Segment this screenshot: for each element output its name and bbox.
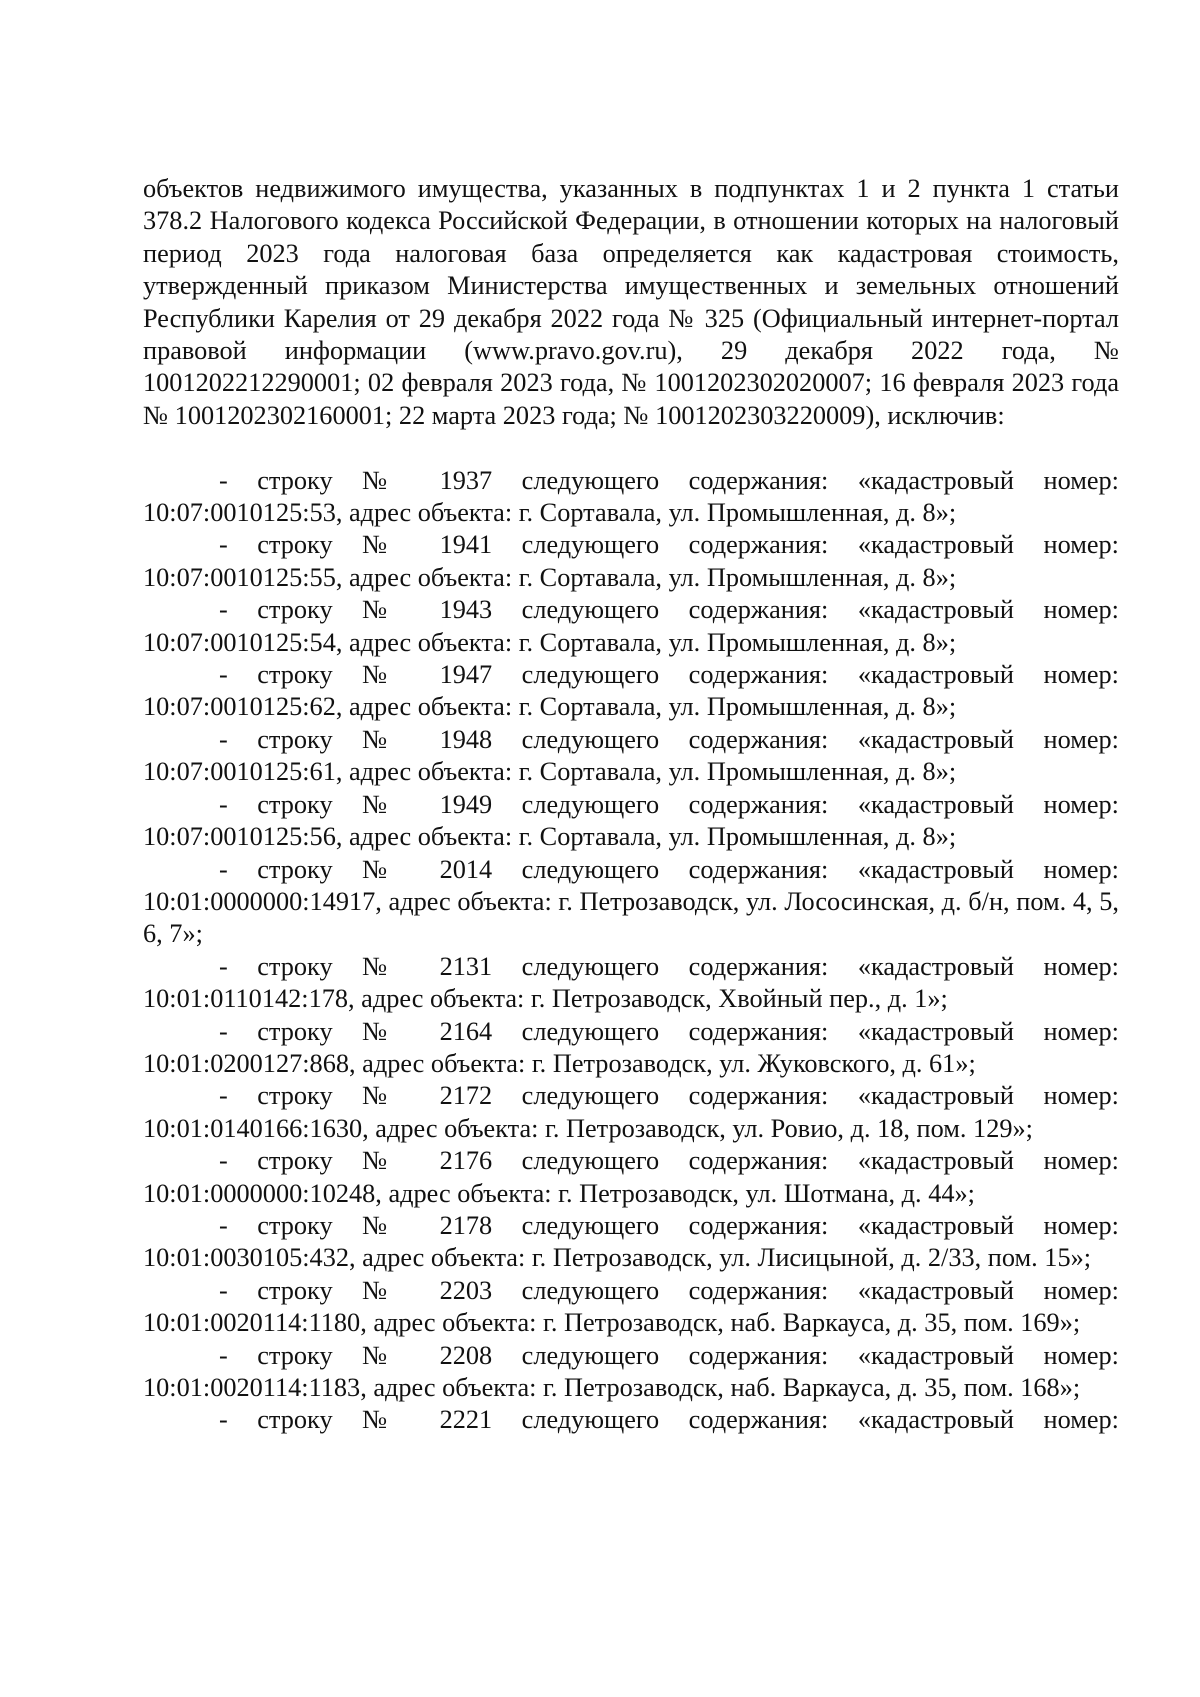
list-item: - строку № 2178 следующего содержания: «кадастровый номер: 10:01:0030105:432, адрес объекта: г. Петрозаводск, ул. Лисицыной, д. 2/33, пом. 15»; [143, 1210, 1119, 1273]
list-item: - строку № 2176 следующего содержания: «кадастровый номер: 10:01:0000000:10248, адрес объекта: г. Петрозаводск, ул. Шотмана, д. 44»; [143, 1146, 1119, 1208]
list-item: - строку № 1937 следующего содержания: «кадастровый номер: 10:07:0010125:53, адрес объекта: г. Сортавала, ул. Промышленная, д. 8»; [143, 465, 1119, 528]
intro-paragraph: объектов недвижимого имущества, указанных в подпунктах 1 и 2 пункта 1 статьи 378.2 Налогового кодекса Российской Федерации, в отношении которых на налоговый период 2023 года налоговая база определяется как кадастровая стоимость, утвержденный приказом Министерства имущественных и земельных отношений Республики Карелия от 29 декабря 2022 года № 325 (Официальный интернет-портал правовой информации (www.pravo.gov.ru), 29 декабря 2022 года, № 1001202212290001; 02 февраля 2023 года, № 1001202302020007; 16 февраля 2023 года № 1001202302160001; 22 марта 2023 года; № 1001202303220009), исключив: [143, 174, 1119, 430]
list-item: - строку № 2164 следующего содержания: «кадастровый номер: 10:01:0200127:868, адрес объекта: г. Петрозаводск, ул. Жуковского, д. 61»; [143, 1016, 1119, 1078]
list-item: - строку № 2014 следующего содержания: «кадастровый номер: 10:01:0000000:14917, адрес объекта: г. Петрозаводск, ул. Лососинская, д. б/н, пом. 4, 5, 6, 7»; [143, 854, 1119, 949]
list-item: - строку № 1947 следующего содержания: «кадастровый номер: 10:07:0010125:62, адрес объекта: г. Сортавала, ул. Промышленная, д. 8»; [143, 660, 1119, 722]
list-item: - строку № 2203 следующего содержания: «кадастровый номер: 10:01:0020114:1180, адрес объекта: г. Петрозаводск, наб. Варкауса, д. 35, пом. 169»; [143, 1275, 1119, 1338]
paragraph-spacer [143, 432, 1119, 464]
list-item: - строку № 1949 следующего содержания: «кадастровый номер: 10:07:0010125:56, адрес объекта: г. Сортавала, ул. Промышленная, д. 8»; [143, 789, 1119, 852]
exclusion-list [143, 465, 1119, 1437]
list-item-continued: - строку № 2221 следующего содержания: «кадастровый номер: [219, 1405, 1119, 1435]
document-body [143, 173, 1119, 1437]
list-item: - строку № 1943 следующего содержания: «кадастровый номер: 10:07:0010125:54, адрес объекта: г. Сортавала, ул. Промышленная, д. 8»; [143, 595, 1119, 657]
list-item: - строку № 2131 следующего содержания: «кадастровый номер: 10:01:0110142:178, адрес объекта: г. Петрозаводск, Хвойный пер., д. 1»; [143, 951, 1119, 1014]
list-item: - строку № 1941 следующего содержания: «кадастровый номер: 10:07:0010125:55, адрес объекта: г. Сортавала, ул. Промышленная, д. 8»; [143, 530, 1119, 592]
list-item: - строку № 1948 следующего содержания: «кадастровый номер: 10:07:0010125:61, адрес объекта: г. Сортавала, ул. Промышленная, д. 8»; [143, 724, 1119, 787]
list-item: - строку № 2172 следующего содержания: «кадастровый номер: 10:01:0140166:1630, адрес объекта: г. Петрозаводск, ул. Ровио, д. 18, пом. 129»; [143, 1081, 1119, 1143]
list-item: - строку № 2208 следующего содержания: «кадастровый номер: 10:01:0020114:1183, адрес объекта: г. Петрозаводск, наб. Варкауса, д. 35, пом. 168»; [143, 1340, 1119, 1403]
